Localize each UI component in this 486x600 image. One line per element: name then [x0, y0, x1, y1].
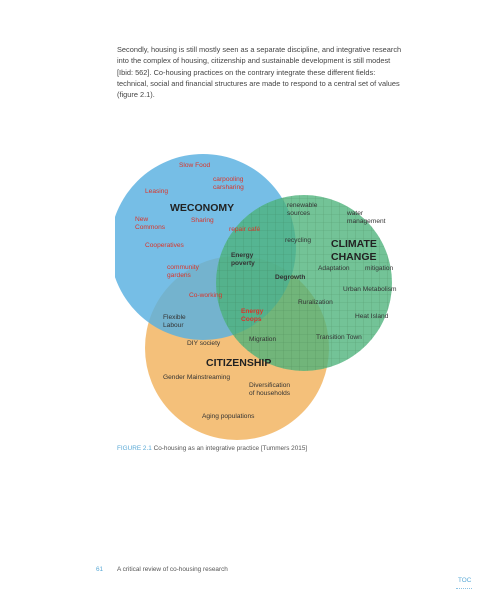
figure-caption-text: Co-housing as an integrative practice [Tummers 2015]	[153, 445, 308, 452]
label-sources: sources	[287, 210, 311, 217]
page-number: 61	[96, 566, 104, 573]
label-degrowth: Degrowth	[275, 274, 306, 281]
label-energy-poverty-2: poverty	[231, 260, 255, 267]
label-new: New	[135, 216, 149, 223]
title-citizenship: CITIZENSHIP	[206, 357, 272, 369]
label-heat-island: Heat Island	[355, 313, 389, 320]
label-carpooling: carpooling	[213, 176, 244, 183]
label-repair-cafe: repair café	[229, 226, 261, 233]
label-water: water	[347, 210, 364, 217]
label-energy-coops-1: Energy	[241, 308, 264, 315]
label-adaptation: Adaptation	[318, 265, 350, 272]
label-renewable: renewable	[287, 202, 318, 209]
label-transition-town: Transition Town	[316, 334, 362, 341]
paragraph-line: (figure 2.1).	[117, 90, 155, 100]
label-leasing: Leasing	[145, 188, 169, 195]
figure-caption	[117, 445, 307, 452]
title-weconomy: WECONOMY	[170, 202, 235, 214]
label-diversification: Diversification	[249, 382, 291, 389]
paragraph-line: into the complex of housing, citizenship and sustainable development is still modest	[117, 56, 391, 66]
label-carsharing: carsharing	[213, 184, 244, 191]
toc-link[interactable]: TOC	[458, 577, 472, 584]
label-commons: Commons	[135, 224, 166, 231]
label-flexible: Flexible	[163, 314, 186, 321]
label-co-working: Co-working	[189, 292, 223, 299]
label-migration: Migration	[249, 336, 277, 343]
label-of-households: of households	[249, 390, 291, 397]
label-gardens: gardens	[167, 272, 191, 279]
venn-diagram	[115, 150, 405, 450]
label-community: community	[167, 264, 199, 271]
running-footer-title: A critical review of co-housing research	[117, 566, 228, 573]
paragraph-line: Secondly, housing is still mostly seen as a separate discipline, and integrative research	[117, 45, 402, 54]
paragraph-line: [Ibid: 562]. Co-housing practices on the contrary integrate these different fields:	[117, 67, 376, 77]
label-energy-poverty-1: Energy	[231, 252, 254, 259]
label-mitigation: mitigation	[365, 265, 394, 272]
label-cooperatives: Cooperatives	[145, 242, 184, 249]
figure-number: FIGURE 2.1	[117, 445, 152, 452]
label-energy-coops-2: Coops	[241, 316, 262, 323]
label-slow-food: Slow Food	[179, 162, 211, 169]
label-gender-mainstreaming: Gender Mainstreaming	[163, 374, 231, 381]
label-urban-metabolism: Urban Metabolism	[343, 286, 397, 293]
label-diy-society: DIY society	[187, 340, 221, 347]
label-aging-populations: Aging populations	[202, 413, 255, 420]
title-climate: CLIMATE	[331, 238, 377, 250]
label-ruralization: Ruralization	[298, 299, 333, 306]
body-paragraph	[117, 44, 417, 100]
label-recycling: recycling	[285, 237, 312, 244]
toc-underline	[456, 588, 472, 589]
label-labour: Labour	[163, 322, 184, 329]
paragraph-line: technical, social and financial structures are made to respond to a central set of values	[117, 78, 400, 88]
label-sharing: Sharing	[191, 217, 214, 224]
title-change: CHANGE	[331, 251, 377, 263]
label-management: management	[347, 218, 386, 225]
